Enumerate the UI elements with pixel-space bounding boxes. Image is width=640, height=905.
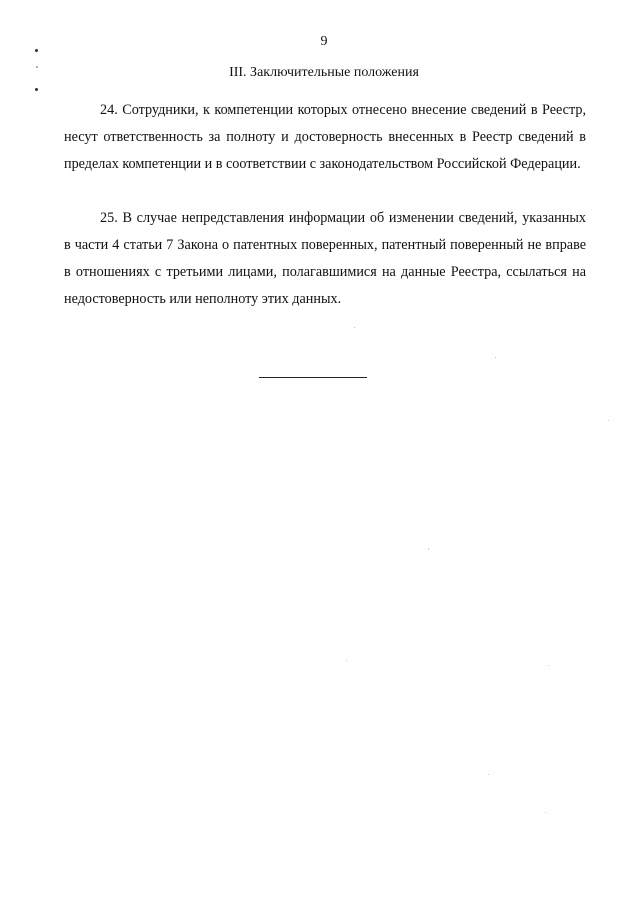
page-number: 9 bbox=[320, 34, 328, 49]
scan-speck bbox=[35, 88, 38, 91]
scan-speck bbox=[548, 665, 549, 666]
scan-speck bbox=[545, 812, 546, 813]
scan-speck bbox=[346, 660, 347, 661]
scan-speck bbox=[36, 66, 38, 68]
section-title: III. Заключительные положения bbox=[229, 65, 419, 80]
scan-speck bbox=[428, 548, 429, 550]
scan-speck bbox=[608, 420, 609, 421]
paragraph-25-text: 25. В случае непредставления информации об изменении сведений, указанных в части 4 статьи 7 Закона о патентных поверенных, патентный поверенный не вправе в отношениях с третьими лицами, полагавшимися на данные Реестра, ссылаться на недостоверность или неполноту этих данных. bbox=[64, 210, 586, 307]
paragraph-24-text: 24. Сотрудники, к компетенции которых отнесено внесение сведений в Реестр, несут ответственность за полноту и достоверность внесенных в Реестр сведений в пределах компетенции и в соответствии с законодательством Российской Федерации. bbox=[64, 102, 586, 172]
paragraph-25 bbox=[64, 205, 586, 313]
paragraph-24 bbox=[64, 97, 586, 178]
end-of-document-rule bbox=[259, 377, 367, 378]
scan-speck bbox=[354, 327, 355, 328]
scan-speck bbox=[34, 48, 38, 52]
scan-speck bbox=[488, 774, 489, 775]
scan-speck bbox=[495, 357, 496, 358]
